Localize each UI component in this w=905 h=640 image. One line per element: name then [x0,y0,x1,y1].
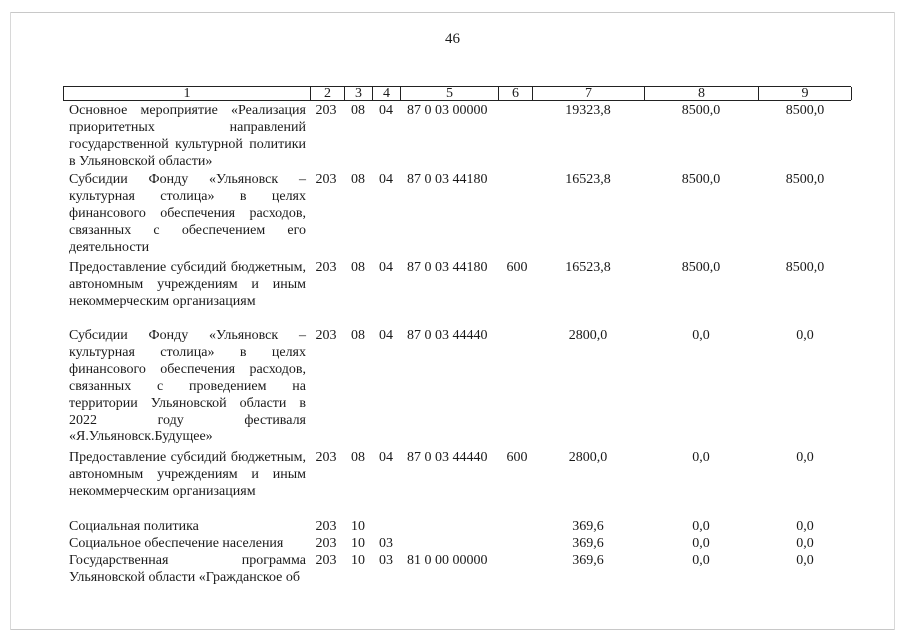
row-subsection: 04 [379,103,393,118]
row-subsection: 03 [379,536,393,551]
row-amount-3: 0,0 [796,328,814,343]
row-admin-code: 203 [315,172,337,187]
header-col-5: 5 [401,87,499,100]
row-target-code: 87 0 03 44440 [407,450,488,465]
header-col-2: 2 [311,87,345,100]
row-target-code: 87 0 03 00000 [407,103,488,118]
page-border-top [10,12,895,13]
row-amount-3: 0,0 [796,536,814,551]
row-amount-2: 0,0 [692,536,710,551]
row-amount-3: 8500,0 [785,172,825,187]
row-subsection: 04 [379,260,393,275]
row-admin-code: 203 [315,103,337,118]
row-amount-1: 2800,0 [568,450,608,465]
row-name: Социальная политика [69,519,199,534]
header-col-3: 3 [345,87,373,100]
row-admin-code: 203 [315,260,337,275]
row-target-code: 87 0 03 44180 [407,260,488,275]
row-section: 08 [351,172,365,187]
row-name: Предоставление субсидий бюджетным, автономным учреждениям и иным некоммерческим организациям [69,450,306,499]
row-amount-2: 8500,0 [681,103,721,118]
row-target-code: 81 0 00 00000 [407,553,488,568]
page-number: 46 [445,31,460,47]
header-col-7: 7 [533,87,645,100]
row-name: Социальное обеспечение населения [69,536,284,551]
row-subsection: 04 [379,172,393,187]
row-target-code: 87 0 03 44440 [407,328,488,343]
row-subsection: 04 [379,450,393,465]
row-amount-1: 19323,8 [565,103,611,118]
row-amount-3: 8500,0 [785,260,825,275]
row-admin-code: 203 [315,450,337,465]
row-amount-3: 0,0 [796,450,814,465]
row-section: 10 [351,553,365,568]
row-amount-1: 16523,8 [565,172,611,187]
header-col-8: 8 [645,87,759,100]
row-amount-1: 16523,8 [565,260,611,275]
row-amount-3: 0,0 [796,519,814,534]
row-amount-2: 0,0 [692,328,710,343]
row-name: Основное мероприятие «Реализация приоритетных направлений государственной культурной политики в Ульяновской области» [69,103,306,169]
row-admin-code: 203 [315,519,337,534]
row-name: Субсидии Фонду «Ульяновск – культурная столица» в целях финансового обеспечения расходов, связанных с обеспечением его деятельности [69,172,306,255]
row-amount-2: 0,0 [692,450,710,465]
row-amount-1: 369,6 [572,553,604,568]
row-section: 10 [351,519,365,534]
header-col-9: 9 [759,87,852,100]
row-target-code: 87 0 03 44180 [407,172,488,187]
row-amount-2: 0,0 [692,553,710,568]
page-border-bottom [10,629,895,630]
row-amount-1: 369,6 [572,536,604,551]
page-border-right [894,12,895,630]
row-admin-code: 203 [315,328,337,343]
row-name: Государственная программа Ульяновской области «Гражданское об [69,553,306,585]
page-border-left [10,12,11,630]
header-col-4: 4 [373,87,401,100]
row-section: 10 [351,536,365,551]
row-amount-3: 0,0 [796,553,814,568]
table-header [63,86,851,101]
row-section: 08 [351,260,365,275]
row-amount-1: 369,6 [572,519,604,534]
row-amount-3: 8500,0 [785,103,825,118]
row-admin-code: 203 [315,536,337,551]
header-col-1: 1 [64,87,311,100]
row-subsection: 03 [379,553,393,568]
row-amount-2: 0,0 [692,519,710,534]
row-subsection: 04 [379,328,393,343]
row-expense-type: 600 [506,260,528,275]
row-amount-1: 2800,0 [568,328,608,343]
row-expense-type: 600 [506,450,528,465]
row-amount-2: 8500,0 [681,260,721,275]
row-name: Предоставление субсидий бюджетным, автономным учреждениям и иным некоммерческим организациям [69,260,306,309]
row-name: Субсидии Фонду «Ульяновск – культурная столица» в целях финансового обеспечения расходов, связанных с проведением на территории Ульяновской области в 2022 году фестиваля «Я.Ульяновск.Будущее» [69,328,306,445]
header-col-6: 6 [499,87,533,100]
row-section: 08 [351,450,365,465]
row-section: 08 [351,328,365,343]
row-admin-code: 203 [315,553,337,568]
row-amount-2: 8500,0 [681,172,721,187]
row-section: 08 [351,103,365,118]
